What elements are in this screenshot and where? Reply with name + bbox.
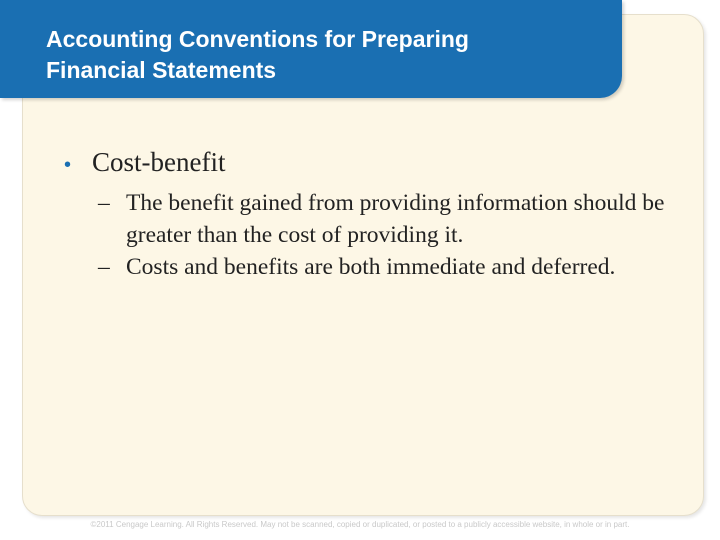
bullet-item xyxy=(64,146,684,181)
slide-title-line-2: Financial Statements xyxy=(46,57,277,83)
bullet-text: Cost-benefit xyxy=(92,147,226,177)
dash-icon: – xyxy=(98,254,110,280)
sub-bullet-item xyxy=(98,251,684,283)
sub-bullet-list xyxy=(64,187,684,283)
copyright-footer: ©2011 Cengage Learning. All Rights Reserved. May not be scanned, copied or duplicated, or posted to a publicly accessible website, in whole or in part. xyxy=(90,520,630,529)
bullet-icon: • xyxy=(64,154,72,176)
title-bar xyxy=(0,0,622,98)
slide-title-line-1: Accounting Conventions for Preparing xyxy=(46,26,469,52)
slide-content xyxy=(64,146,684,283)
slide-title xyxy=(46,24,606,86)
sub-bullet-item xyxy=(98,187,684,251)
sub-bullet-text: The benefit gained from providing information should be greater than the cost of providing it. xyxy=(126,190,665,248)
sub-bullet-text: Costs and benefits are both immediate and deferred. xyxy=(126,254,616,280)
dash-icon: – xyxy=(98,190,110,216)
